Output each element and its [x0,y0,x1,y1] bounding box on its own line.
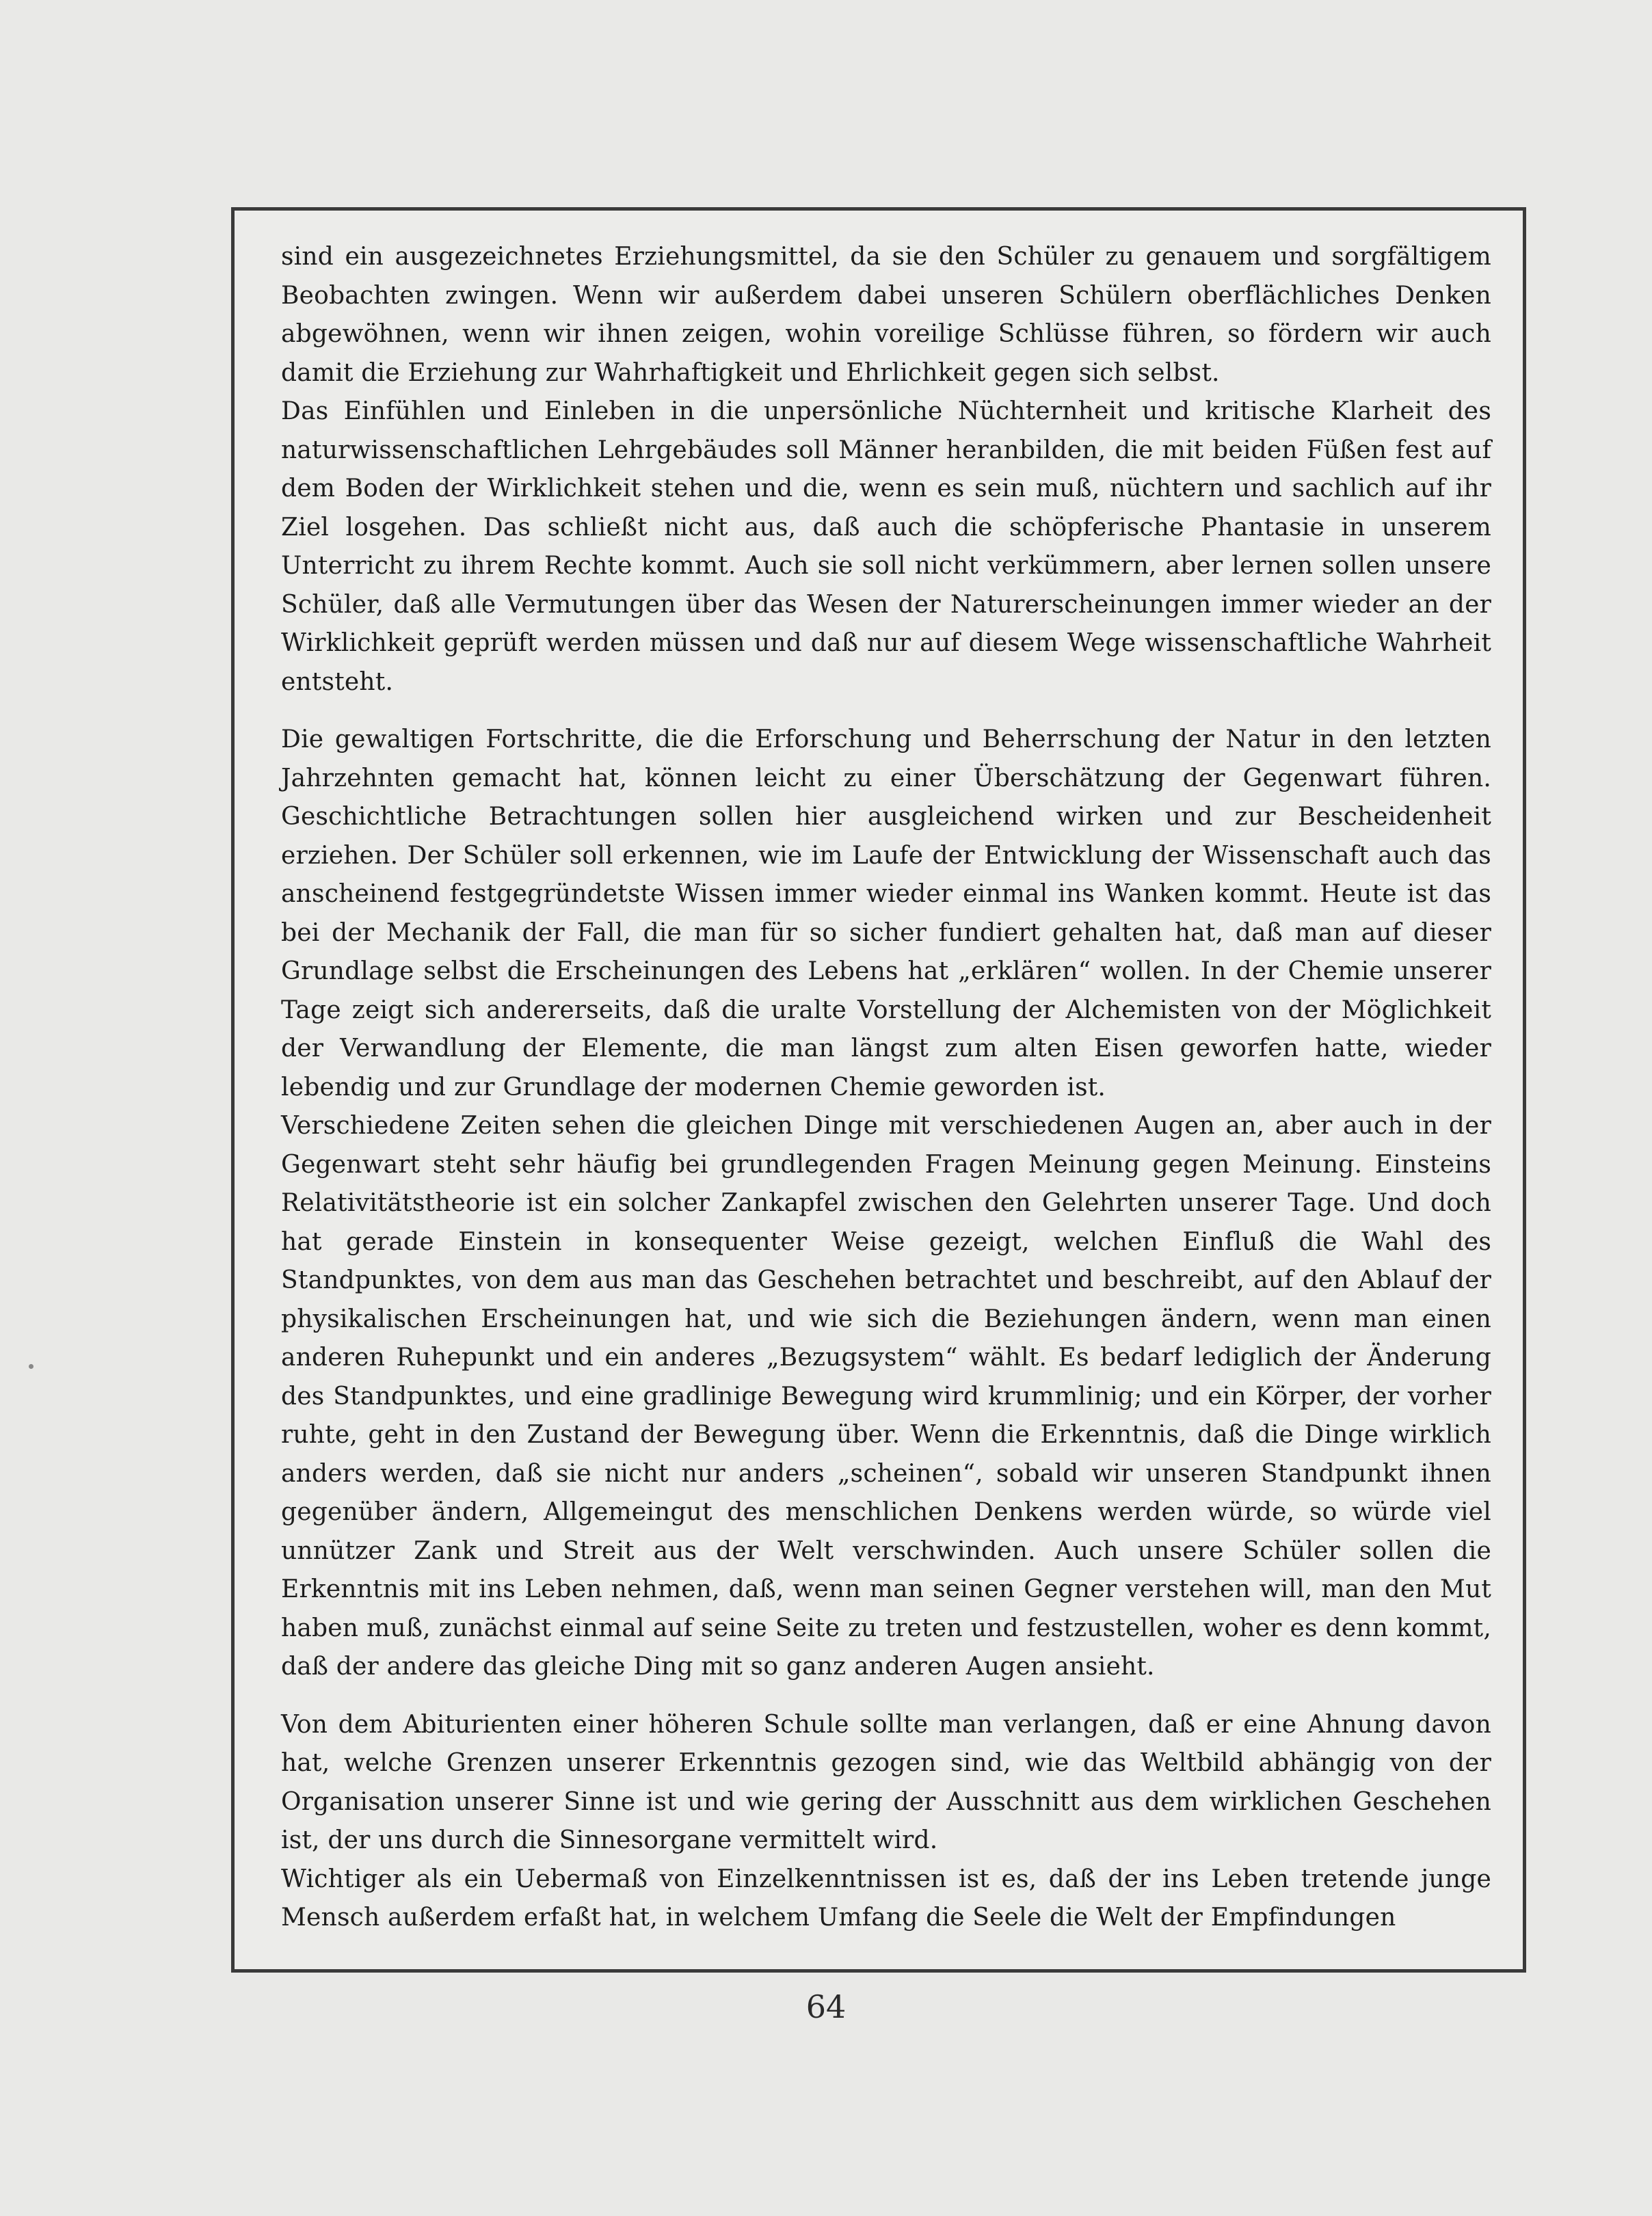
page-number: 64 [805,1988,847,2025]
body-text [281,238,1491,1938]
paragraph-5: Von dem Abiturienten einer höheren Schule sollte man verlangen, daß er eine Ahnung davon hat, welche Grenzen unserer Erkenntnis gezogen sind, wie das Weltbild abhängig von der Organisation unserer Sinne ist und wie gering der Ausschnitt aus dem wirklichen Geschehen ist, der uns durch die Sinnesorgane vermittelt wird. [281,1710,1491,1854]
scan-speck [29,1364,34,1369]
paragraph-4: Verschiedene Zeiten sehen die gleichen Dinge mit verschiedenen Augen an, aber auch in der Gegenwart steht sehr häufig bei grundlegenden Fragen Meinung gegen Meinung. Einsteins Relativitätstheorie ist ein solcher Zankapfel zwischen den Gelehrten unserer Tage. Und doch hat gerade Einstein in konsequenter Weise gezeigt, welchen Einfluß die Wahl des Standpunktes, von dem aus man das Geschehen betrachtet und beschreibt, auf den Ablauf der physikalischen Erscheinungen hat, und wie sich die Beziehungen ändern, wenn man einen anderen Ruhepunkt und ein anderes „Bezugsystem“ wählt. Es bedarf lediglich der Änderung des Standpunktes, und eine gradlinige Bewegung wird krummlinig; und ein Körper, der vorher ruhte, geht in den Zustand der Bewegung über. Wenn die Erkenntnis, daß die Dinge wirklich anders werden, daß sie nicht nur anders „scheinen“, sobald wir unseren Standpunkt ihnen gegenüber ändern, Allgemeingut des menschlichen Denkens werden würde, so würde viel unnützer Zank und Streit aus der Welt verschwinden. Auch unsere Schüler sollen die Erkenntnis mit ins Leben nehmen, daß, wenn man seinen Gegner verstehen will, man den Mut haben muß, zunächst einmal auf seine Seite zu treten und festzustellen, woher es denn kommt, daß der andere das gleiche Ding mit so ganz anderen Augen ansieht. [281,1112,1491,1681]
paragraph-6: Wichtiger als ein Uebermaß von Einzelkenntnissen ist es, daß der ins Leben tretende junge Mensch außerdem erfaßt hat, in welchem Umfang die Seele die Welt der Empfindungen [281,1865,1491,1932]
paragraph-3: Die gewaltigen Fortschritte, die die Erforschung und Beherrschung der Natur in den letzten Jahrzehnten gemacht hat, können leicht zu einer Überschätzung der Gegenwart führen. Geschichtliche Betrachtungen sollen hier ausgleichend wirken und zur Bescheidenheit erziehen. Der Schüler soll erkennen, wie im Laufe der Entwicklung der Wissenschaft auch das anscheinend festgegründetste Wissen immer wieder einmal ins Wanken kommt. Heute ist das bei der Mechanik der Fall, die man für so sicher fundiert gehalten hat, daß man auf dieser Grundlage selbst die Erscheinungen des Lebens hat „erklären“ wollen. In der Chemie unserer Tage zeigt sich andererseits, daß die uralte Vorstellung der Alchemisten von der Möglichkeit der Verwandlung der Elemente, die man längst zum alten Eisen geworfen hatte, wieder lebendig und zur Grundlage der modernen Chemie geworden ist. [281,725,1491,1102]
paragraph-2: Das Einfühlen und Einleben in die unpersönliche Nüchternheit und kritische Klarheit des naturwissenschaftlichen Lehrgebäudes soll Männer heranbilden, die mit beiden Füßen fest auf dem Boden der Wirklichkeit stehen und die, wenn es sein muß, nüchtern und sachlich auf ihr Ziel losgehen. Das schließt nicht aus, daß auch die schöpferische Phantasie in unserem Unterricht zu ihrem Rechte kommt. Auch sie soll nicht verkümmern, aber lernen sollen unsere Schüler, daß alle Vermutungen über das Wesen der Naturerscheinungen immer wieder an der Wirklichkeit geprüft werden müssen und daß nur auf diesem Wege wissenschaftliche Wahrheit entsteht. [281,397,1491,696]
text-frame [231,207,1526,1973]
paragraph-1: sind ein ausgezeichnetes Erziehungsmittel, da sie den Schüler zu genauem und sorgfältigem Beobachten zwingen. Wenn wir außerdem dabei unseren Schülern oberflächliches Denken abgewöhnen, wenn wir ihnen zeigen, wohin voreilige Schlüsse führen, so fördern wir auch damit die Erziehung zur Wahrhaftigkeit und Ehrlichkeit gegen sich selbst. [281,243,1491,387]
